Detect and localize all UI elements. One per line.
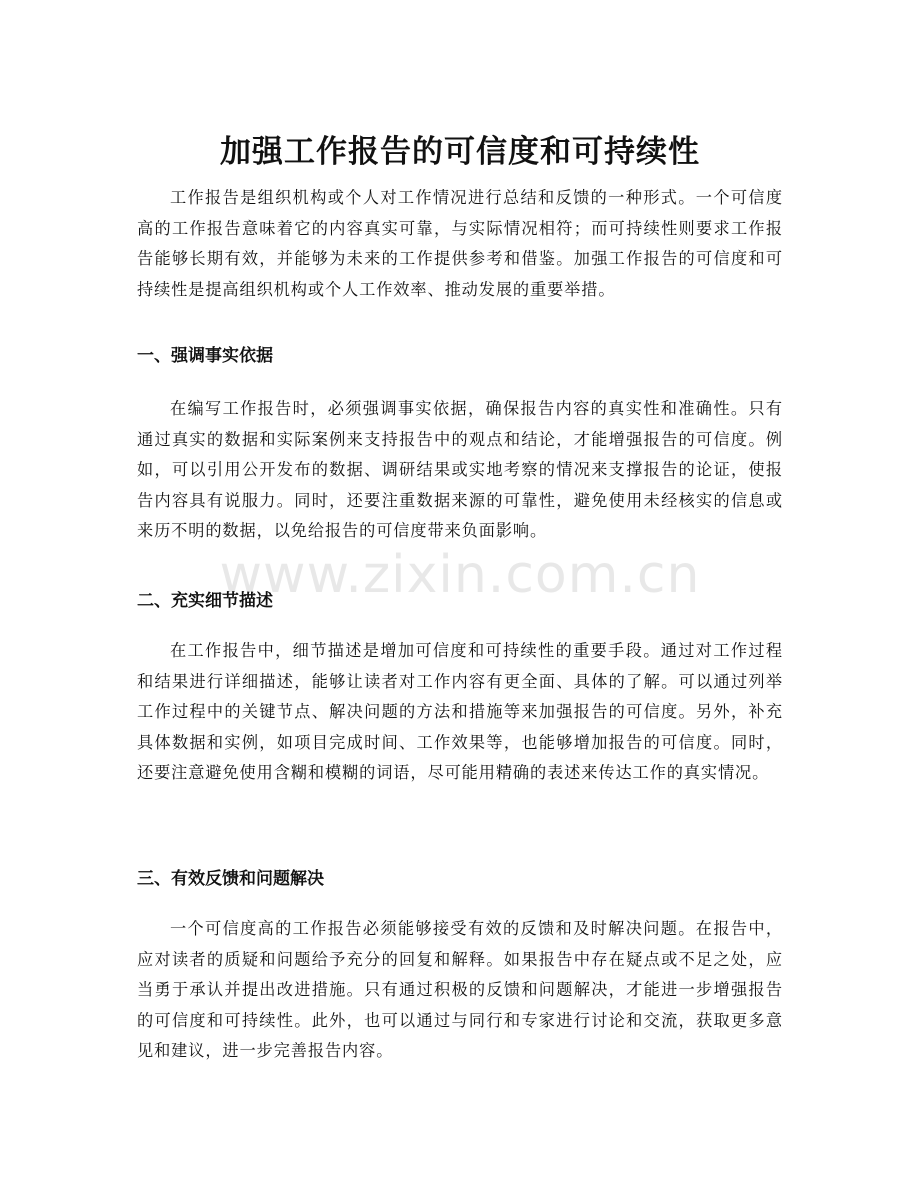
section-heading-2: 二、充实细节描述 (137, 591, 273, 611)
intro-paragraph: 工作报告是组织机构或个人对工作情况进行总结和反馈的一种形式。一个可信度高的工作报告意味着它的内容真实可靠，与实际情况相符；而可持续性则要求工作报告能够长期有效，并能够为未来的工作提供参考和借鉴。加强工作报告的可信度和可持续性是提高组织机构或个人工作效率、推动发展的重要举措。 (137, 188, 783, 299)
section-body-1: 在编写工作报告时，必须强调事实依据，确保报告内容的真实性和准确性。只有通过真实的数据和实际案例来支持报告中的观点和结论，才能增强报告的可信度。例如，可以引用公开发布的数据、调研结果或实地考察的情况来支撑报告的论证，使报告内容具有说服力。同时，还要注重数据来源的可靠性，避免使用未经核实的信息或来历不明的数据，以免给报告的可信度带来负面影响。 (137, 399, 783, 540)
section-heading-1: 一、强调事实依据 (137, 346, 273, 366)
section-heading-3: 三、有效反馈和问题解决 (137, 869, 324, 889)
section-body-2: 在工作报告中，细节描述是增加可信度和可持续性的重要手段。通过对工作过程和结果进行详细描述，能够让读者对工作内容有更全面、具体的了解。可以通过列举工作过程中的关键节点、解决问题的方法和措施等来加强报告的可信度。另外，补充具体数据和实例，如项目完成时间、工作效果等，也能够增加报告的可信度。同时，还要注意避免使用含糊和模糊的词语，尽可能用精确的表述来传达工作的真实情况。 (137, 641, 783, 782)
watermark: www.zixin.com.cn (219, 545, 701, 605)
section-body-3: 一个可信度高的工作报告必须能够接受有效的反馈和及时解决问题。在报告中，应对读者的质疑和问题给予充分的回复和解释。如果报告中存在疑点或不足之处，应当勇于承认并提出改进措施。只有通过积极的反馈和问题解决，才能进一步增强报告的可信度和可持续性。此外，也可以通过与同行和专家进行讨论和交流，获取更多意见和建议，进一步完善报告内容。 (137, 919, 783, 1060)
page-title: 加强工作报告的可信度和可持续性 (220, 133, 700, 170)
